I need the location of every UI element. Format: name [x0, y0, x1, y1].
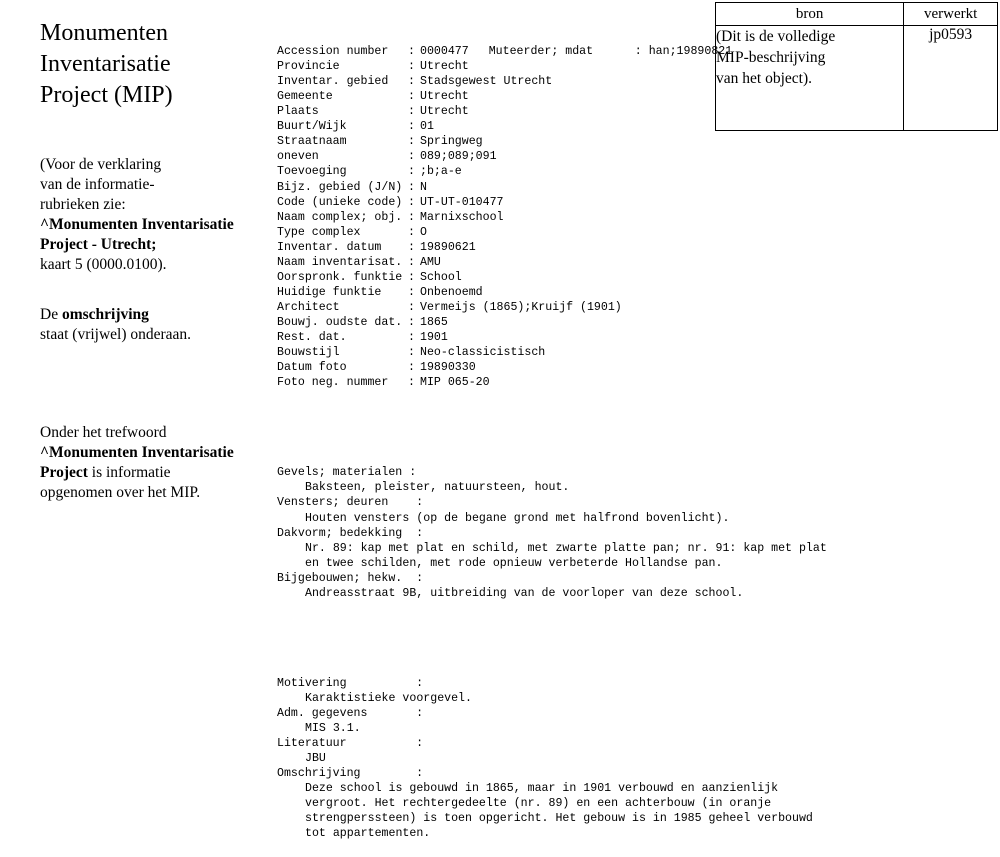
record-section-body [277, 721, 877, 736]
record-field-separator: : [408, 240, 415, 254]
record-field-label: Oorspronk. funktie [277, 270, 403, 284]
record-field-label: Bouwstijl [277, 346, 340, 360]
record-field [277, 300, 877, 315]
record-field-value: Utrecht [420, 90, 469, 104]
record-field-separator: : [408, 225, 415, 239]
record-field-separator: : [408, 376, 415, 390]
record-field [277, 240, 877, 255]
record-field [277, 360, 877, 375]
record-section [277, 571, 877, 601]
record-section-heading: Literatuur : [277, 737, 424, 751]
record-field-separator: : [408, 60, 415, 74]
record-field-value: ;b;a-e [420, 165, 462, 179]
record-field-label: Naam inventarisat. [277, 255, 403, 269]
note-trefwoord-line-3: opgenomen over het MIP. [40, 484, 201, 501]
note-explanation-line-2: van de informatie- [40, 176, 155, 193]
note-explanation [40, 155, 268, 275]
record-field [277, 164, 877, 179]
record-field-value: Vermeijs (1865);Kruijf (1901) [420, 300, 622, 314]
table-header-row [716, 3, 998, 26]
record-section-body [277, 511, 877, 526]
record-field-separator: : [408, 270, 415, 284]
note-omschrijving-line-1 [40, 305, 268, 325]
record-field-separator: : [408, 180, 415, 194]
verwerkt-cell: jp0593 [904, 26, 998, 131]
record-section-line: Karaktistieke voorgevel. [305, 692, 472, 706]
record-field-label: Plaats [277, 105, 319, 119]
record-field-label: Naam complex; obj. [277, 210, 403, 224]
record-field-separator: : [408, 120, 415, 134]
record-section-line: Deze school is gebouwd in 1865, maar in 1901 verbouwd en aanzienlijk [305, 782, 779, 796]
record-field-value: Utrecht [420, 60, 469, 74]
note-trefwoord-bold-1: ^Monumenten Inventarisatie [40, 444, 234, 461]
record-field [277, 345, 877, 360]
note-trefwoord-line-2 [40, 463, 268, 483]
record-field-label: Code (unieke code) [277, 195, 403, 209]
record-field [277, 210, 877, 225]
record-field [277, 195, 877, 210]
note-explanation-bold-2: Project - Utrecht; [40, 236, 157, 253]
record-section-heading: Dakvorm; bedekking : [277, 526, 424, 540]
record-section [277, 526, 877, 571]
record-field-separator: : [408, 75, 415, 89]
record-field-label: Huidige funktie [277, 285, 382, 299]
record-field-label: oneven [277, 150, 319, 164]
record-field-separator: : [408, 135, 415, 149]
record-field [277, 375, 877, 390]
bron-verwerkt-table [715, 2, 998, 131]
record-field-label: Bouwj. oudste dat. [277, 315, 403, 329]
record-field-label: Buurt/Wijk [277, 120, 347, 134]
record-description-sections [277, 465, 877, 600]
record-section-line: Andreasstraat 9B, uitbreiding van de voorloper van deze school. [305, 586, 744, 600]
record-field-separator: : [408, 361, 415, 375]
record-section [277, 706, 877, 736]
record-section-line: Baksteen, pleister, natuursteen, hout. [305, 481, 570, 495]
bron-line-1: (Dit is de volledige [716, 28, 836, 45]
record-field-value: 19890621 [420, 240, 476, 254]
record-field-value: AMU [420, 255, 441, 269]
record-field-value: Onbenoemd [420, 285, 483, 299]
record-field-separator: : [408, 210, 415, 224]
record-field-label: Straatnaam [277, 135, 347, 149]
note-omschrijving [40, 305, 268, 345]
page-title-line-1: Monumenten [40, 20, 168, 46]
record-field [277, 255, 877, 270]
note-omschrijving-line-2: staat (vrijwel) onderaan. [40, 326, 192, 343]
record-field-label: Accession number [277, 45, 389, 59]
record-section-line: tot appartementen. [305, 827, 431, 841]
record-field-value: 1865 [420, 315, 448, 329]
record-section [277, 495, 877, 525]
column-header-bron: bron [716, 3, 904, 26]
record-section-body [277, 586, 877, 601]
note-trefwoord-line-1: Onder het trefwoord [40, 424, 167, 441]
record-section [277, 465, 877, 495]
record-field-value: UT-UT-010477 [420, 195, 504, 209]
record-field [277, 149, 877, 164]
record-field-label: Architect [277, 300, 340, 314]
record-field [277, 270, 877, 285]
note-explanation-line-3: rubrieken zie: [40, 196, 126, 213]
record-field-separator: : [408, 45, 415, 59]
record-field-extra: Muteerder; mdat : han;19890821 [488, 45, 733, 59]
note-trefwoord [40, 423, 268, 503]
record-field [277, 330, 877, 345]
record-section-heading: Gevels; materialen : [277, 466, 417, 480]
record-field-value: 0000477 [420, 45, 469, 59]
record-section-line: Nr. 89: kap met plat en schild, met zwarte platte pan; nr. 91: kap met plat [305, 541, 827, 555]
record-field-separator: : [408, 315, 415, 329]
record-field-value: Neo-classicistisch [420, 346, 546, 360]
note-explanation-bold-1: ^Monumenten Inventarisatie [40, 216, 234, 233]
page-title-line-2: Inventarisatie [40, 51, 171, 77]
record-field-value: Utrecht [420, 105, 469, 119]
record-section [277, 676, 877, 706]
record-field-value: MIP 065-20 [420, 376, 490, 390]
record-section-line: strengperssteen) is toen opgericht. Het gebouw is in 1985 geheel verbouwd [305, 812, 813, 826]
record-section-line: vergroot. Het rechtergedeelte (nr. 89) en een achterbouw (in oranje [305, 797, 772, 811]
record-section-body [277, 691, 877, 706]
column-header-verwerkt: verwerkt [904, 3, 998, 26]
record-field-label: Bijz. gebied (J/N) [277, 180, 403, 194]
record-field-separator: : [408, 195, 415, 209]
record-field-label: Gemeente [277, 90, 333, 104]
record-field-separator: : [408, 285, 415, 299]
record-section-body [277, 480, 877, 495]
record-spacer-1 [277, 420, 877, 435]
record-section-line: MIS 3.1. [305, 722, 361, 736]
record-field-label: Provincie [277, 60, 340, 74]
record-section-heading: Omschrijving : [277, 767, 424, 781]
note-explanation-line-4: kaart 5 (0000.0100). [40, 256, 167, 273]
record-field-value: 089;089;091 [420, 150, 497, 164]
mip-record [277, 14, 877, 857]
record-section-heading: Vensters; deuren : [277, 496, 424, 510]
record-field-value: N [420, 180, 427, 194]
record-field-separator: : [408, 150, 415, 164]
record-section-body [277, 751, 877, 766]
record-field-label: Toevoeging [277, 165, 347, 179]
record-field-label: Datum foto [277, 361, 347, 375]
record-field-value: School [420, 270, 462, 284]
record-section-line: JBU [305, 752, 326, 766]
record-field-separator: : [408, 255, 415, 269]
record-field [277, 285, 877, 300]
record-field-value: Springweg [420, 135, 483, 149]
record-field-separator: : [408, 165, 415, 179]
record-field-value: 19890330 [420, 361, 476, 375]
record-motivation-sections [277, 676, 877, 842]
bron-line-3: van het object). [716, 70, 812, 87]
record-section-heading: Adm. gegevens : [277, 707, 424, 721]
record-field-separator: : [408, 346, 415, 360]
record-field-value: Stadsgewest Utrecht [420, 75, 553, 89]
record-field-value: 1901 [420, 330, 448, 344]
record-section [277, 736, 877, 766]
page-title-line-3: Project (MIP) [40, 82, 173, 108]
record-section-body [277, 541, 877, 571]
record-field-separator: : [408, 90, 415, 104]
record-field-separator: : [408, 105, 415, 119]
record-section-heading: Bijgebouwen; hekw. : [277, 571, 424, 585]
record-field-label: Rest. dat. [277, 330, 347, 344]
record-field-label: Foto neg. nummer [277, 376, 389, 390]
note-omschrijving-prefix: De [40, 306, 62, 323]
record-field-value: 01 [420, 120, 434, 134]
bron-cell [716, 26, 904, 131]
record-field-value: O [420, 225, 427, 239]
record-field-label: Inventar. gebied [277, 75, 389, 89]
left-explanation-column [40, 18, 268, 503]
record-section-body [277, 781, 877, 841]
record-section-line: Houten vensters (op de begane grond met halfrond bovenlicht). [305, 511, 730, 525]
record-field-label: Type complex [277, 225, 361, 239]
note-trefwoord-suffix: is informatie [87, 464, 171, 481]
note-omschrijving-keyword: omschrijving [61, 306, 149, 323]
record-section [277, 766, 877, 841]
record-field-separator: : [408, 300, 415, 314]
table-row [716, 26, 998, 131]
note-trefwoord-bold-2: Project [40, 464, 88, 481]
note-explanation-line-1: (Voor de verklaring [40, 156, 162, 173]
record-field [277, 315, 877, 330]
record-field-separator: : [408, 330, 415, 344]
record-field [277, 225, 877, 240]
record-section-line: en twee schilden, met rode opnieuw verbeterde Hollandse pan. [305, 556, 723, 570]
record-field [277, 134, 877, 149]
record-spacer-2 [277, 631, 877, 646]
bron-line-2: MIP-beschrijving [716, 49, 826, 66]
record-field [277, 180, 877, 195]
record-section-heading: Motivering : [277, 676, 424, 690]
record-field-value: Marnixschool [420, 210, 504, 224]
record-field-label: Inventar. datum [277, 240, 382, 254]
